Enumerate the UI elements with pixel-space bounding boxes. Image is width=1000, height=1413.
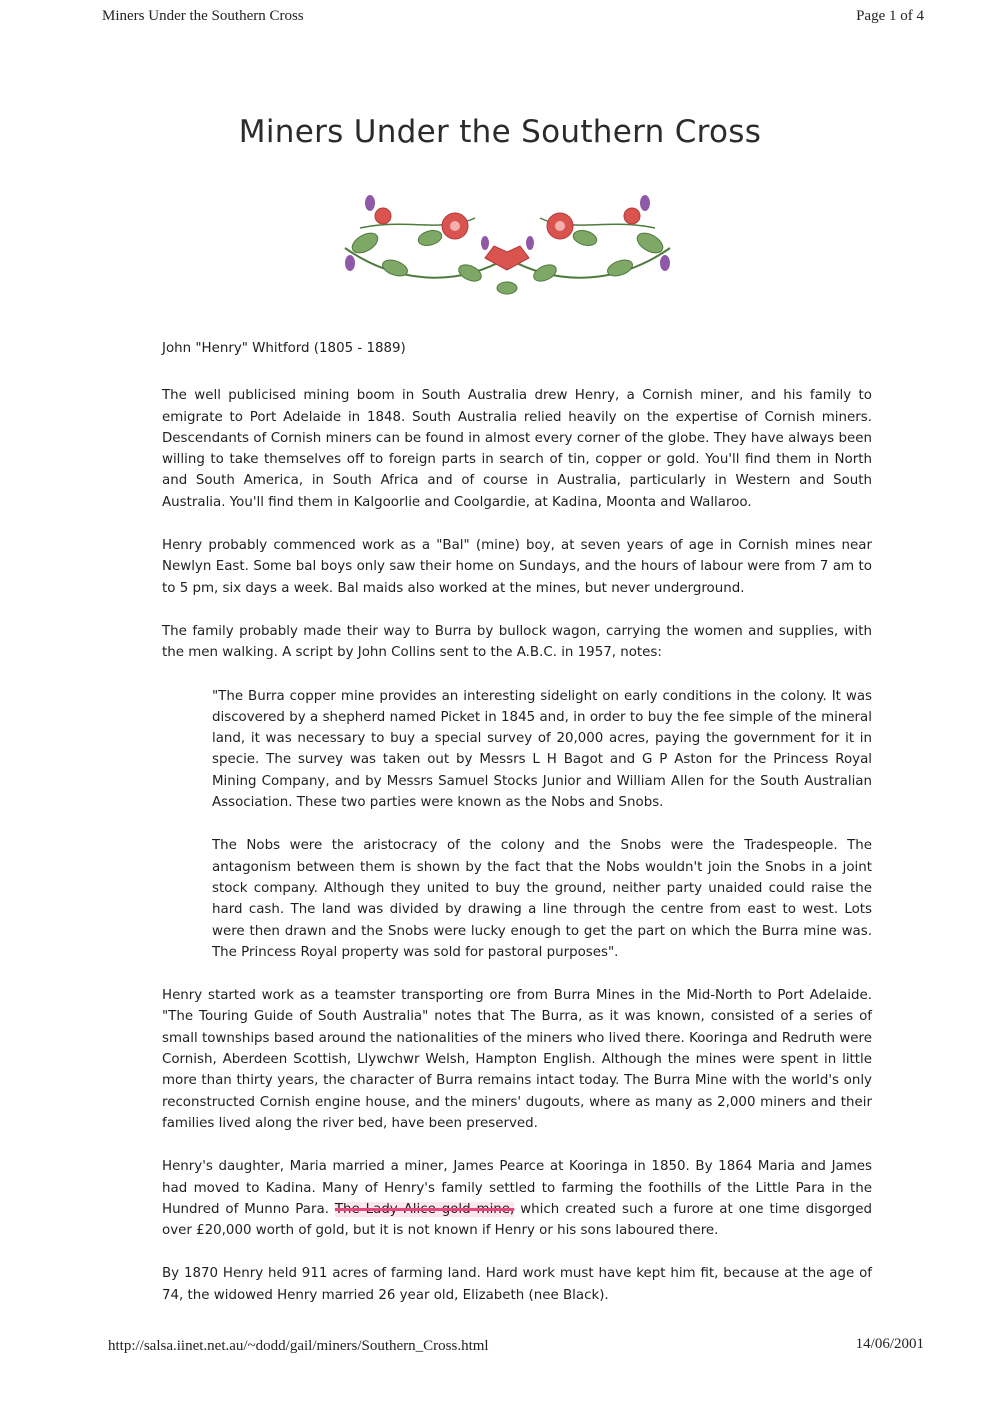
struck-through-text: The Lady Alice gold mine, [334, 1201, 515, 1217]
paragraph-6: By 1870 Henry held 911 acres of farming land. Hard work must have kept him fit, because at the age of 74, the widowed Henry married 26 year old, Elizabeth (nee Black). [162, 1266, 872, 1303]
paragraph-3: The family probably made their way to Burra by bullock wagon, carrying the women and supplies, with the men walking. A script by John Collins sent to the A.B.C. in 1957, notes: [162, 623, 872, 661]
paragraph-2: Henry probably commenced work as a "Bal" (mine) boy, at seven years of age in Cornish mines near Newlyn East. Some bal boys only saw their home on Sundays, and the hours of labour were from 7 am to to 5 pm, six days a week. Bal maids also worked at the mines, but never underground. [162, 538, 872, 596]
quote-paragraph-2: The Nobs were the aristocracy of the colony and the Snobs were the Tradespeople. The antagonism between them is shown by the fact that the Nobs wouldn't join the Snobs in a joint stock company. Although they united to buy the ground, neither party unaided could raise the hard cash. The land was divided by drawing a line through the centre from east to west. Lots were then drawn and the Snobs were lucky enough to get the part on which the Burra mine was. The Princess Royal property was sold for pastoral purposes". [212, 838, 872, 960]
paragraph-5-start: Henry's daughter, Maria married a miner, James Pearce at Kooringa in 1850. By 1864 Maria and James had moved to Kadina. Many of Henry's family settled to farming the foothills of the Little Para in the Hundred of Munno Para. [162, 1159, 872, 1217]
floral-garland-icon [335, 188, 680, 300]
block-quote [212, 686, 872, 964]
page-title: Miners Under the Southern Cross [238, 114, 762, 150]
print-footer-date: 14/06/2001 [855, 1336, 924, 1352]
paragraph-5 [162, 1156, 872, 1241]
paragraph-5-end: which created such a furore at one time disgorged over £20,000 worth of gold, but it is not known if Henry or his sons laboured there. [162, 1201, 872, 1239]
article-subtitle: John "Henry" Whitford (1805 - 1889) [162, 341, 406, 356]
print-header-page-number: Page 1 of 4 [856, 8, 924, 24]
print-header-title: Miners Under the Southern Cross [102, 8, 304, 24]
paragraph-4: Henry started work as a teamster transporting ore from Burra Mines in the Mid-North to Port Adelaide. "The Touring Guide of South Australia" notes that The Burra, as it was known, consisted of a series of small townships based around the nationalities of the miners who lived there. Kooringa and Redruth were Cornish, Aberdeen Scottish, Llywchwr Welsh, Hampton English. Although the mines were spent in little more than thirty years, the character of Burra remains intact today. The Burra Mine with the world's only reconstructed Cornish engine house, and the miners' dugouts, where as many as 2,000 miners and their families lived along the river bed, have been preserved. [162, 988, 872, 1131]
article-body [162, 338, 872, 1328]
paragraph-1: The well publicised mining boom in South Australia drew Henry, a Cornish miner, and his family to emigrate to Port Adelaide in 1848. South Australia relied heavily on the expertise of Cornish miners. Descendants of Cornish miners can be found in almost every corner of the globe. They have always been willing to take themselves off to foreign parts in search of tin, copper or gold. You'll find them in North and South America, in South Africa and of course in Australia, particularly in Western and South Australia. You'll find them in Kalgoorlie and Coolgardie, at Kadina, Moonta and Wallaroo. [162, 388, 872, 510]
print-footer-url: http://salsa.iinet.net.au/~dodd/gail/miners/Southern_Cross.html [108, 1338, 489, 1354]
quote-paragraph-1: "The Burra copper mine provides an interesting sidelight on early conditions in the colony. It was discovered by a shepherd named Picket in 1845 and, in order to buy the fee simple of the mineral land, it was necessary to buy a special survey of 20,000 acres, paying the government for it in specie. The survey was taken out by Messrs L H Bagot and G P Aston for the Princess Royal Mining Company, and by Messrs Samuel Stocks Junior and William Allen for the South Australian Association. These two parties were known as the Nobs and Snobs. [212, 688, 872, 811]
